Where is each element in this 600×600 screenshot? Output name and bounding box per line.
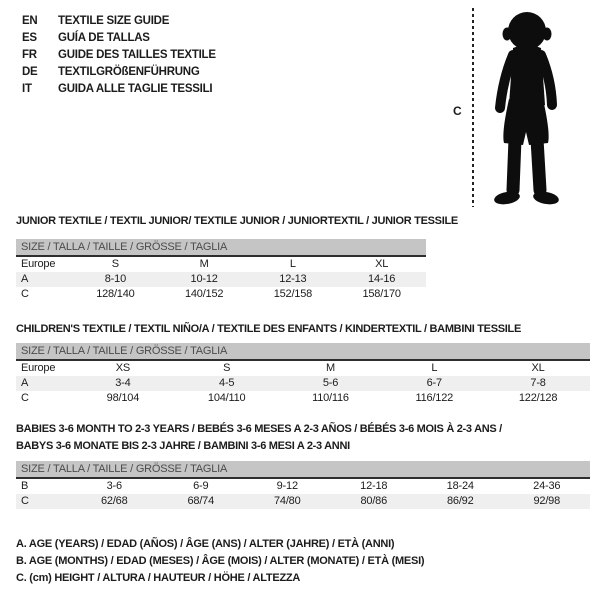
table-body (16, 361, 590, 406)
height-dashed-line (472, 8, 474, 207)
table-cell: 98/104 (106, 392, 140, 404)
table-cell: 6-9 (193, 480, 209, 492)
footnote-line: B. AGE (MONTHS) / EDAD (MESES) / ÂGE (MOIS) / ALTER (MONATE) / ETÀ (MESI) (16, 555, 425, 567)
table-row (16, 361, 590, 376)
row-label: C (21, 392, 29, 404)
language-code: EN (22, 14, 38, 27)
section-heading (16, 421, 502, 455)
table-cell: S (223, 362, 231, 374)
table-row (16, 494, 590, 509)
section-heading-line: CHILDREN'S TEXTILE / TEXTIL NIÑO/A / TEXTILE DES ENFANTS / KINDERTEXTIL / BAMBINI TESSILE (16, 323, 521, 335)
table-cell: M (199, 258, 209, 270)
toddler-silhouette-icon (482, 9, 570, 208)
table-cell: 68/74 (187, 495, 215, 507)
row-label: A (21, 273, 29, 285)
table-row (16, 391, 590, 406)
table-cell: 152/158 (273, 288, 313, 300)
table-cell: 116/122 (415, 392, 454, 404)
table-cell: 140/152 (184, 288, 224, 300)
table-cell: 24-36 (533, 480, 561, 492)
language-code: FR (22, 48, 37, 61)
row-label: B (21, 480, 29, 492)
table-cell: 7-8 (530, 377, 546, 389)
table-cell: 3-6 (106, 480, 122, 492)
table-cell: L (431, 362, 438, 374)
row-label: C (21, 288, 29, 300)
footnote-line: C. (cm) HEIGHT / ALTURA / HAUTEUR / HÖHE / ALTEZZA (16, 572, 301, 584)
table-row (16, 257, 426, 272)
height-marker-label: C (453, 104, 462, 118)
section-heading (16, 321, 521, 338)
size-table-children (16, 343, 590, 406)
table-size-header: SIZE / TALLA / TAILLE / GRÖSSE / TAGLIA (16, 461, 590, 479)
table-cell: 86/92 (446, 495, 474, 507)
section-heading-line: JUNIOR TEXTILE / TEXTIL JUNIOR/ TEXTILE JUNIOR / JUNIORTEXTIL / JUNIOR TESSILE (16, 215, 458, 227)
row-label: A (21, 377, 29, 389)
table-size-header: SIZE / TALLA / TAILLE / GRÖSSE / TAGLIA (16, 343, 590, 361)
table-cell: 9-12 (276, 480, 298, 492)
table-row (16, 272, 426, 287)
size-table-babies (16, 461, 590, 509)
language-label: GUIDA ALLE TAGLIE TESSILI (58, 82, 213, 95)
table-body (16, 257, 426, 302)
row-label: C (21, 495, 29, 507)
table-cell: 128/140 (96, 288, 135, 300)
table-cell: 62/68 (100, 495, 128, 507)
section-heading-line: BABIES 3-6 MONTH TO 2-3 YEARS / BEBÉS 3-6 MESES A 2-3 AÑOS / BÉBÉS 3-6 MOIS À 2-3 ANS / (16, 423, 502, 435)
table-row (16, 287, 426, 302)
table-cell: 14-16 (368, 273, 396, 285)
language-guide (22, 12, 216, 97)
footnotes (16, 536, 424, 587)
language-row (22, 46, 216, 63)
table-cell: 4-5 (219, 377, 235, 389)
table-cell: 3-4 (115, 377, 131, 389)
language-row (22, 12, 216, 29)
table-cell: 158/170 (362, 288, 401, 300)
size-table-junior (16, 239, 426, 302)
language-row (22, 80, 216, 97)
table-cell: XS (115, 362, 131, 374)
table-cell: S (111, 258, 119, 270)
table-cell: 104/110 (207, 392, 246, 404)
table-cell: 74/80 (273, 495, 301, 507)
language-label: TEXTILGRÖßENFÜHRUNG (58, 65, 200, 78)
row-label: Europe (21, 258, 56, 270)
footnote-line: A. AGE (YEARS) / EDAD (AÑOS) / ÂGE (ANS) / ALTER (JAHRE) / ETÀ (ANNI) (16, 538, 395, 550)
language-code: DE (22, 65, 38, 78)
table-row (16, 376, 590, 391)
table-cell: XL (531, 362, 545, 374)
table-row (16, 479, 590, 494)
table-cell: 10-12 (190, 273, 218, 285)
table-cell: 5-6 (322, 377, 339, 389)
language-label: GUIDE DES TAILLES TEXTILE (58, 48, 216, 61)
table-cell: 18-24 (446, 480, 474, 492)
table-cell: 80/86 (360, 495, 388, 507)
table-cell: 8-10 (104, 273, 126, 285)
table-cell: 6-7 (426, 377, 442, 389)
language-code: ES (22, 31, 37, 44)
section-heading (16, 213, 458, 230)
table-cell: 122/128 (518, 392, 558, 404)
language-row (22, 63, 216, 80)
table-cell: 12-18 (360, 480, 388, 492)
row-label: Europe (21, 362, 56, 374)
table-cell: 12-13 (279, 273, 307, 285)
table-body (16, 479, 590, 509)
table-cell: 92/98 (533, 495, 561, 507)
language-label: TEXTILE SIZE GUIDE (58, 14, 170, 27)
language-label: GUÍA DE TALLAS (58, 31, 150, 44)
table-cell: L (289, 258, 296, 270)
language-code: IT (22, 82, 32, 95)
section-heading-line: BABYS 3-6 MONATE BIS 2-3 JAHRE / BAMBINI 3-6 MESI A 2-3 ANNI (16, 440, 350, 452)
table-cell: XL (375, 258, 389, 270)
table-cell: M (326, 362, 335, 374)
table-size-header: SIZE / TALLA / TAILLE / GRÖSSE / TAGLIA (16, 239, 426, 257)
table-cell: 110/116 (312, 392, 349, 404)
language-row (22, 29, 216, 46)
